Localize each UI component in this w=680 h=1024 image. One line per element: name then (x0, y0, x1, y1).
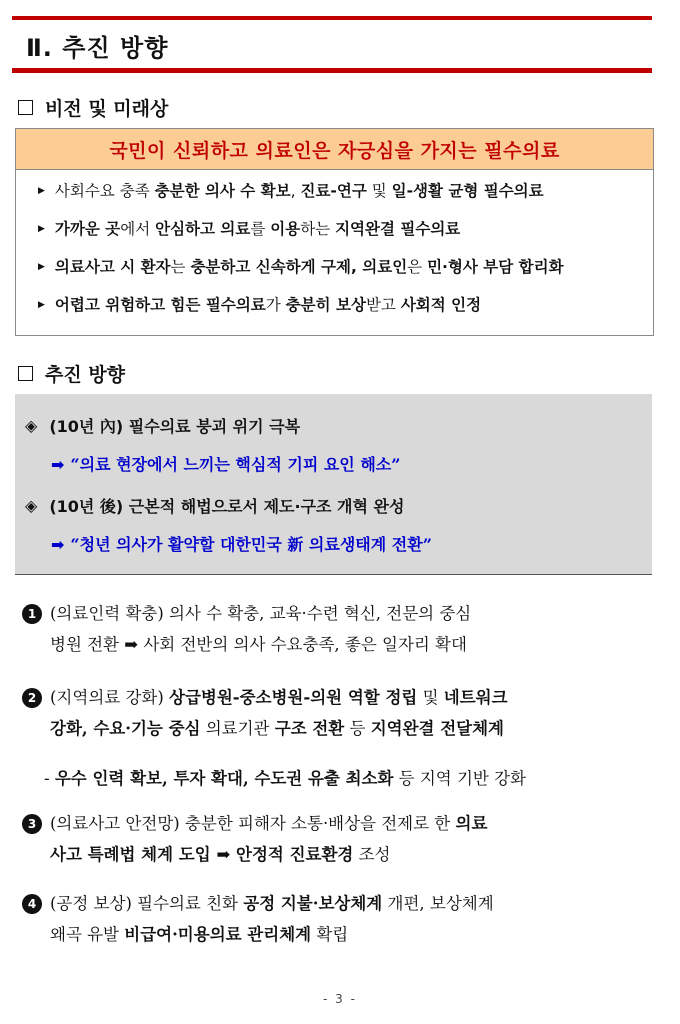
text-run: 받고 (365, 296, 401, 314)
arrow-right-icon: ➡ (51, 535, 65, 554)
text-run: 안정적 진료환경 (230, 845, 354, 864)
paragraph-line (50, 598, 662, 629)
vision-bullet-text (55, 296, 481, 315)
vision-bullet-list (16, 170, 653, 334)
text-run: 병원 전환 (50, 635, 125, 654)
vision-bullet-text (55, 258, 564, 277)
text-run: , (290, 182, 301, 200)
text-run: 의료 (455, 814, 488, 833)
text-run: 조성 (353, 845, 391, 864)
vision-bullet (38, 182, 653, 220)
text-run: ➡ (216, 845, 231, 864)
paragraph-line (50, 919, 662, 950)
vision-heading (18, 94, 168, 121)
bullet-triangle-icon: ▶ (38, 262, 45, 272)
direction-item (25, 494, 404, 517)
vision-banner: 국민이 신뢰하고 의료인은 자긍심을 가지는 필수의료 (16, 129, 653, 170)
text-run: 구조 전환 (274, 719, 345, 738)
direction-heading-text: 추진 방향 (45, 364, 126, 386)
direction-item-sub (51, 452, 400, 475)
number-badge: 4 (22, 894, 42, 914)
text-run: 왜곡 유발 (50, 925, 125, 944)
text-run: 사고 특례법 체계 도입 (50, 845, 217, 864)
number-badge: 1 (22, 604, 42, 624)
vision-bullet-text (55, 220, 460, 239)
text-run: 네트워크 (443, 688, 508, 707)
number-badge: 3 (22, 814, 42, 834)
paragraph-line (50, 808, 662, 839)
bullet-triangle-icon: ▶ (38, 186, 45, 196)
text-run: 개편, 보상체계 (382, 894, 494, 913)
numbered-paragraph (22, 682, 662, 744)
text-run: 지역완결 전달체계 (370, 719, 504, 738)
text-run: 확립 (311, 925, 349, 944)
text-run: 강화, 수요·기능 중심 (50, 719, 201, 738)
vision-bullet-text (55, 182, 544, 201)
text-run: (의료인력 확충) 의사 수 확충, 교육·수련 혁신, 전문의 중심 (50, 604, 472, 623)
text-run: 하는 (300, 220, 336, 238)
dash-sub-item (44, 765, 526, 789)
vision-heading-text: 비전 및 미래상 (45, 98, 169, 120)
vision-bullet (38, 220, 653, 258)
text-run: 비급여·미용의료 관리체계 (124, 925, 312, 944)
text-run: 및 (366, 182, 392, 200)
text-run: 의료사고 시 환자 (54, 258, 171, 276)
numbered-paragraph (22, 888, 662, 950)
direction-item-label: (10년 後) 근본적 해법으로서 제도·구조 개혁 완성 (49, 497, 405, 516)
header-rule-top (12, 16, 652, 20)
checkbox-square-icon (18, 366, 33, 381)
text-run: 안심하고 의료 (155, 220, 251, 238)
page-number: - 3 - (323, 992, 357, 1006)
text-run: 민·형사 부담 합리화 (427, 258, 564, 276)
text-run: 일-생활 균형 필수의료 (391, 182, 544, 200)
numbered-paragraph (22, 598, 662, 660)
text-run: 충분하고 신속하게 구제, 의료인 (190, 258, 408, 276)
bullet-triangle-icon: ▶ (38, 224, 45, 234)
paragraph-line (50, 888, 662, 919)
text-run: 충분한 의사 수 확보 (154, 182, 291, 200)
text-run: 가 (265, 296, 286, 314)
text-run: (의료사고 안전망) 충분한 피해자 소통·배상을 전제로 한 (50, 814, 456, 833)
text-run: 등 지역 기반 강화 (393, 769, 526, 788)
text-run: 를 (250, 220, 271, 238)
text-run: 의료기관 (200, 719, 275, 738)
text-run: 가까운 곳 (54, 220, 121, 238)
text-run: (공정 보상) 필수의료 친화 (50, 894, 244, 913)
direction-sub-text: “청년 의사가 활약할 대한민국 新 의료생태계 전환” (70, 535, 432, 554)
text-run: 은 (407, 258, 428, 276)
text-run: 공정 지불·보상체계 (243, 894, 383, 913)
paragraph-line (50, 629, 662, 660)
bullet-triangle-icon: ▶ (38, 300, 45, 310)
direction-heading (18, 360, 125, 387)
direction-item-label: (10년 內) 필수의료 붕괴 위기 극복 (49, 417, 301, 436)
text-run: 사회수요 충족 (54, 182, 155, 200)
number-badge: 2 (22, 688, 42, 708)
text-run: 등 (344, 719, 371, 738)
direction-box (15, 394, 652, 575)
text-run: (지역의료 강화) (50, 688, 169, 707)
text-run: 및 (417, 688, 444, 707)
numbered-paragraph (22, 808, 662, 870)
section-title: Ⅱ. 추진 방향 (26, 34, 169, 62)
diamond-bullet-icon: ◈ (25, 496, 38, 515)
text-run: 지역완결 필수의료 (335, 220, 461, 238)
text-run: 에서 (120, 220, 156, 238)
vision-bullet (38, 296, 653, 334)
text-run: 진료-연구 (300, 182, 367, 200)
paragraph-line (50, 682, 662, 713)
text-run: ➡ (124, 635, 139, 654)
paragraph-line (50, 839, 662, 870)
vision-box (15, 128, 654, 336)
direction-sub-text: “의료 현장에서 느끼는 핵심적 기피 요인 해소” (70, 455, 401, 474)
text-run: - (44, 769, 55, 788)
text-run: 사회 전반의 의사 수요충족, 좋은 일자리 확대 (138, 635, 467, 654)
text-run: 는 (170, 258, 191, 276)
arrow-right-icon: ➡ (51, 455, 65, 474)
vision-bullet (38, 258, 653, 296)
text-run: 충분히 보상 (285, 296, 366, 314)
checkbox-square-icon (18, 100, 33, 115)
direction-item-sub (51, 532, 432, 555)
diamond-bullet-icon: ◈ (25, 416, 38, 435)
text-run: 우수 인력 확보, 투자 확대, 수도권 유출 최소화 (54, 769, 394, 788)
header-rule-bottom (12, 68, 652, 73)
text-run: 상급병원-중소병원-의원 역할 정립 (169, 688, 418, 707)
text-run: 이용 (270, 220, 301, 238)
text-run: 사회적 인정 (400, 296, 482, 314)
paragraph-line (50, 713, 662, 744)
section-header (12, 16, 652, 74)
text-run: 어렵고 위험하고 힘든 필수의료 (54, 296, 266, 314)
direction-item (25, 414, 300, 437)
